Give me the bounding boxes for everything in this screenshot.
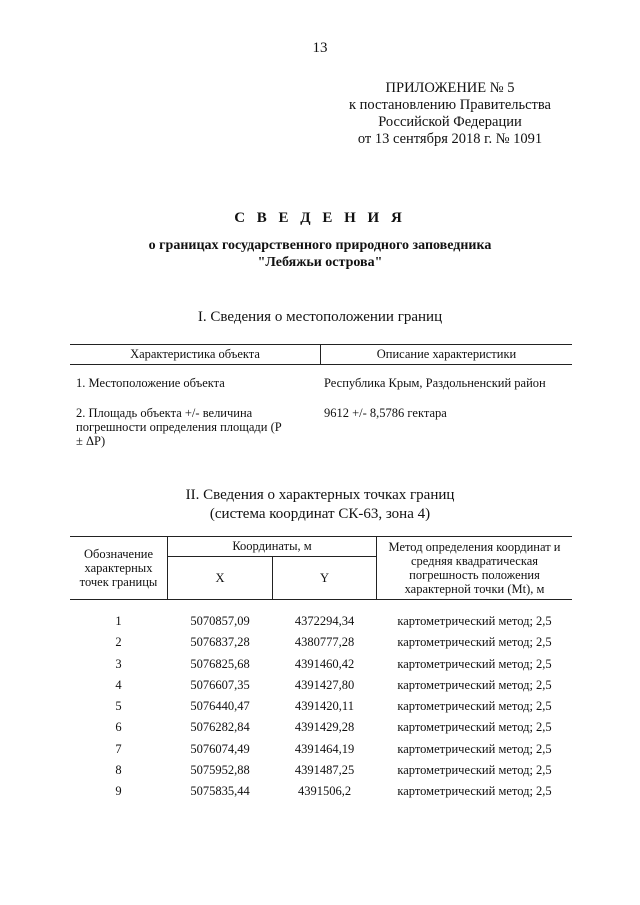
document-title: С В Е Д Е Н И Я	[234, 210, 406, 226]
subtitle-line-2: "Лебяжьи острова"	[257, 255, 383, 270]
col-method-header	[377, 537, 572, 599]
point-y: 4391427,80	[294, 677, 355, 692]
table-row	[70, 742, 572, 763]
point-y: 4391429,28	[294, 720, 355, 735]
point-method: картометрический метод; 2,5	[397, 677, 552, 692]
point-number: 1	[115, 614, 122, 628]
point-y: 4380777,28	[294, 635, 355, 650]
point-x: 5075835,44	[190, 784, 250, 799]
point-x: 5076837,28	[190, 635, 250, 650]
col-method-header-text: Метод определения координат и средняя квадратическая погрешность положения характерной точки (Mt), м	[388, 540, 561, 596]
subtitle-line-1: о границах государственного природного заповедника	[148, 238, 492, 253]
point-method: картометрический метод; 2,5	[397, 656, 552, 671]
point-number: 9	[115, 784, 122, 799]
point-number: 7	[115, 741, 122, 756]
col-coords-header: Координаты, м	[168, 537, 377, 557]
table-row	[70, 678, 572, 699]
point-x: 5076282,84	[190, 720, 250, 735]
section-2-heading-line-2: (система координат СК-63, зона 4)	[209, 506, 431, 522]
point-method: картометрический метод; 2,5	[397, 635, 552, 650]
table-2-header	[70, 536, 572, 600]
point-y: 4391460,42	[294, 656, 355, 671]
appendix-line-2: к постановлению Правительства	[349, 97, 551, 113]
table-row	[70, 699, 572, 720]
document-subtitle	[0, 237, 640, 271]
point-x: 5076607,35	[190, 677, 250, 692]
point-y: 4391420,11	[295, 699, 354, 714]
point-method: картометрический метод; 2,5	[397, 699, 552, 714]
table-row	[70, 635, 572, 656]
point-method: картометрический метод; 2,5	[397, 720, 552, 735]
section-2-heading	[0, 486, 640, 524]
appendix-line-1: ПРИЛОЖЕНИЕ № 5	[385, 80, 515, 96]
point-number: 6	[115, 720, 122, 735]
row-value: 9612 +/- 8,5786 гектара	[324, 406, 447, 420]
col-point-header	[70, 537, 168, 599]
point-method: картометрический метод; 2,5	[397, 784, 552, 799]
appendix-line-4: от 13 сентября 2018 г. № 1091	[357, 131, 543, 147]
table-1-header	[70, 344, 572, 365]
table-row	[70, 763, 572, 784]
col-point-header-text: Обозначение характерных точек границы	[79, 547, 158, 589]
table-1-row	[76, 406, 576, 448]
row-label: 1. Местоположение объекта	[76, 376, 225, 390]
table-1-row	[76, 376, 576, 390]
table-row	[70, 657, 572, 678]
point-x: 5076825,68	[190, 656, 250, 671]
point-number: 8	[115, 763, 122, 778]
table-row	[70, 720, 572, 741]
appendix-line-3: Российской Федерации	[378, 114, 522, 130]
col-x-header: X	[168, 557, 273, 599]
table-1-col2-header: Описание характеристики	[376, 347, 517, 361]
point-x: 5076440,47	[190, 699, 250, 714]
point-y: 4391487,25	[294, 763, 355, 778]
point-number: 4	[115, 677, 122, 692]
points-table-body	[70, 614, 572, 806]
section-2-heading-line-1: II. Сведения о характерных точках границ	[185, 487, 455, 503]
row-value: Республика Крым, Раздольненский район	[324, 376, 546, 390]
point-x: 5075952,88	[190, 763, 250, 778]
point-number: 2	[115, 635, 122, 650]
point-x: 5076074,49	[190, 741, 250, 756]
row-label: 2. Площадь объекта +/- величина погрешности определения площади (Р ± ΔР)	[76, 406, 282, 448]
point-y: 4372294,34	[294, 614, 355, 628]
col-y-header: Y	[273, 557, 377, 599]
point-x: 5070857,09	[190, 614, 250, 628]
point-number: 3	[115, 656, 122, 671]
table-row	[70, 784, 572, 805]
point-method: картометрический метод; 2,5	[397, 614, 552, 628]
table-row	[70, 614, 572, 635]
section-1-heading: I. Сведения о местоположении границ	[197, 309, 443, 325]
point-y: 4391506,2	[297, 784, 352, 799]
point-number: 5	[115, 699, 122, 714]
point-y: 4391464,19	[294, 741, 355, 756]
table-1-col1-header: Характеристика объекта	[70, 345, 321, 364]
page-number: 13	[312, 40, 328, 56]
point-method: картометрический метод; 2,5	[397, 741, 552, 756]
point-method: картометрический метод; 2,5	[397, 763, 552, 778]
appendix-block	[300, 80, 600, 148]
